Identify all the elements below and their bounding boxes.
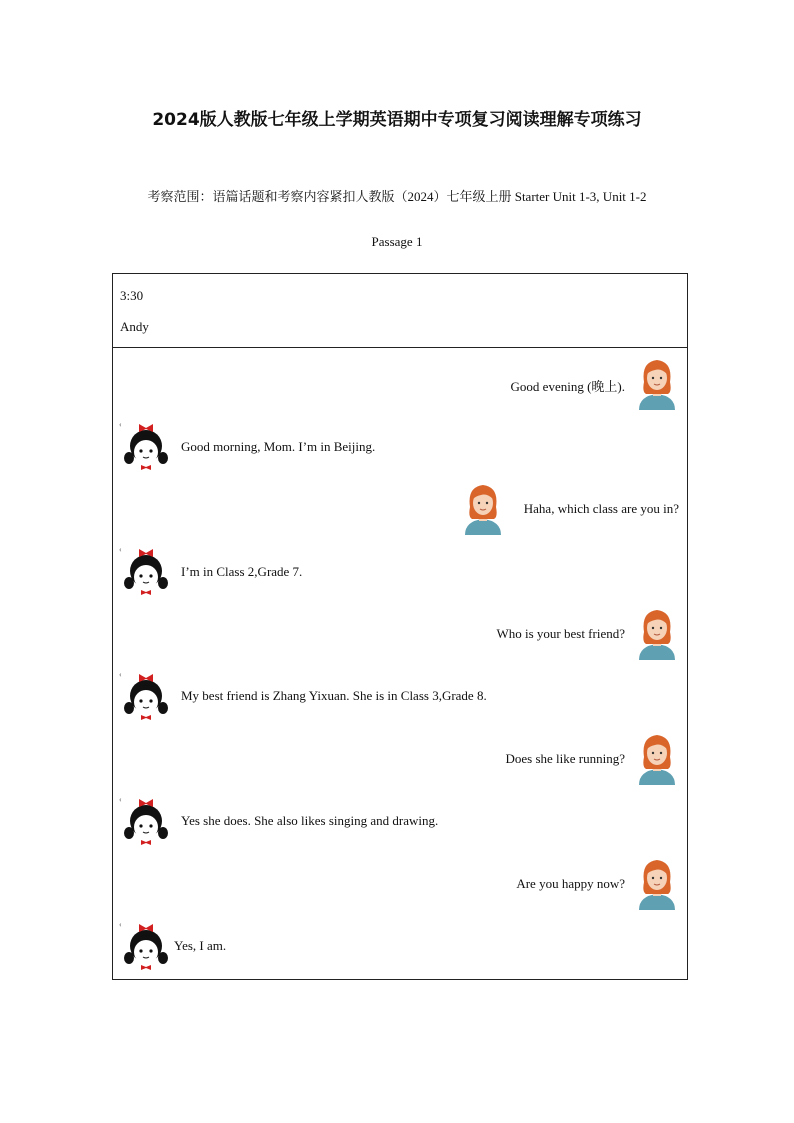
chat-contact-name: Andy bbox=[120, 319, 149, 334]
message-marker: ‹ bbox=[119, 545, 122, 554]
mom-avatar-icon bbox=[463, 481, 503, 535]
girl-avatar-icon bbox=[122, 795, 170, 845]
message-marker: ‹ bbox=[119, 920, 122, 929]
document-title: 2024版人教版七年级上学期英语期中专项复习阅读理解专项练习 bbox=[152, 110, 642, 130]
mom-avatar-icon bbox=[637, 606, 677, 660]
girl-avatar-icon bbox=[122, 920, 170, 970]
girl-avatar-icon bbox=[122, 420, 170, 470]
chat-message: Are you happy now? bbox=[516, 876, 625, 891]
passage-label: Passage 1 bbox=[371, 234, 423, 249]
mom-avatar-icon bbox=[637, 731, 677, 785]
exam-scope: 考察范围：语篇话题和考察内容紧扣人教版（2024）七年级上册 Starter Unit 1-3, Unit 1-2 bbox=[147, 189, 647, 204]
chat-message: Who is your best friend? bbox=[496, 626, 625, 641]
chat-message: Haha, which class are you in? bbox=[523, 501, 679, 516]
chat-time: 3:30 bbox=[120, 288, 144, 303]
chat-message: My best friend is Zhang Yixuan. She is in Class 3,Grade 8. bbox=[181, 688, 487, 703]
message-marker: ‹ bbox=[119, 795, 122, 804]
mom-avatar-icon bbox=[637, 856, 677, 910]
chat-message: Does she like running? bbox=[505, 751, 625, 766]
chat-message: Yes she does. She also likes singing and drawing. bbox=[181, 813, 439, 828]
girl-avatar-icon bbox=[122, 545, 170, 595]
chat-message: Good evening (晚上). bbox=[510, 379, 625, 394]
girl-avatar-icon bbox=[122, 670, 170, 720]
chat-message: Good morning, Mom. I’m in Beijing. bbox=[181, 439, 376, 454]
message-marker: ‹ bbox=[119, 670, 122, 679]
message-marker: ‹ bbox=[119, 420, 122, 429]
chat-screenshot bbox=[112, 273, 688, 980]
mom-avatar-icon bbox=[637, 356, 677, 410]
chat-header bbox=[113, 274, 687, 348]
chat-message: Yes, I am. bbox=[174, 938, 227, 953]
chat-message: I’m in Class 2,Grade 7. bbox=[181, 564, 303, 579]
